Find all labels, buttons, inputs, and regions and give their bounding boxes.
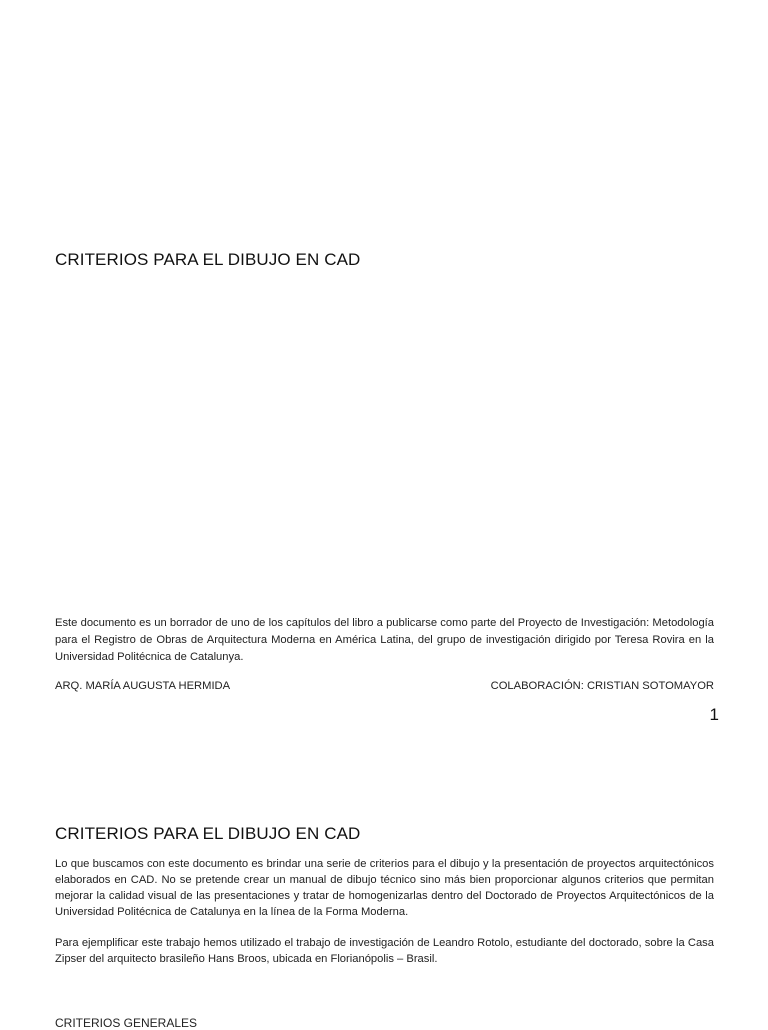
intro-paragraph: Este documento es un borrador de uno de los capítulos del libro a publicarse como parte del Proyecto de Investigación: Metodología para el Registro de Obras de Arquitectura Moderna en América Latina, del grupo de investigación dirigido por Teresa Rovira en la Universidad Politécnica de Catalunya. xyxy=(55,617,714,663)
body-paragraph: Para ejemplificar este trabajo hemos utilizado el trabajo de investigación de Leandro Rotolo, estudiante del doctorado, sobre la Casa Zipser del arquitecto brasileño Hans Broos, ubicada en Florianópolis – Brasil. xyxy=(55,937,714,965)
section-title: CRITERIOS PARA EL DIBUJO EN CAD xyxy=(55,824,361,843)
page-number: 1 xyxy=(709,705,719,724)
author-name: ARQ. MARÍA AUGUSTA HERMIDA xyxy=(55,680,231,692)
section-heading: CRITERIOS GENERALES xyxy=(55,1016,198,1030)
collaboration-credit: COLABORACIÓN: CRISTIAN SOTOMAYOR xyxy=(490,680,714,692)
body-paragraph: Lo que buscamos con este documento es brindar una serie de criterios para el dibujo y la presentación de proyectos arquitectónicos elaborados en CAD. No se pretende crear un manual de dibujo técnico sino más bien proporcionar algunos criterios que permitan mejorar la calidad visual de las presentaciones y tratar de homogenizarlas dentro del Doctorado de Proyectos Arquitectónicos de la Universidad Politécnica de Catalunya en la línea de la Forma Moderna. xyxy=(55,858,714,918)
document-page-2 xyxy=(0,740,768,1030)
document-title: CRITERIOS PARA EL DIBUJO EN CAD xyxy=(55,250,361,269)
